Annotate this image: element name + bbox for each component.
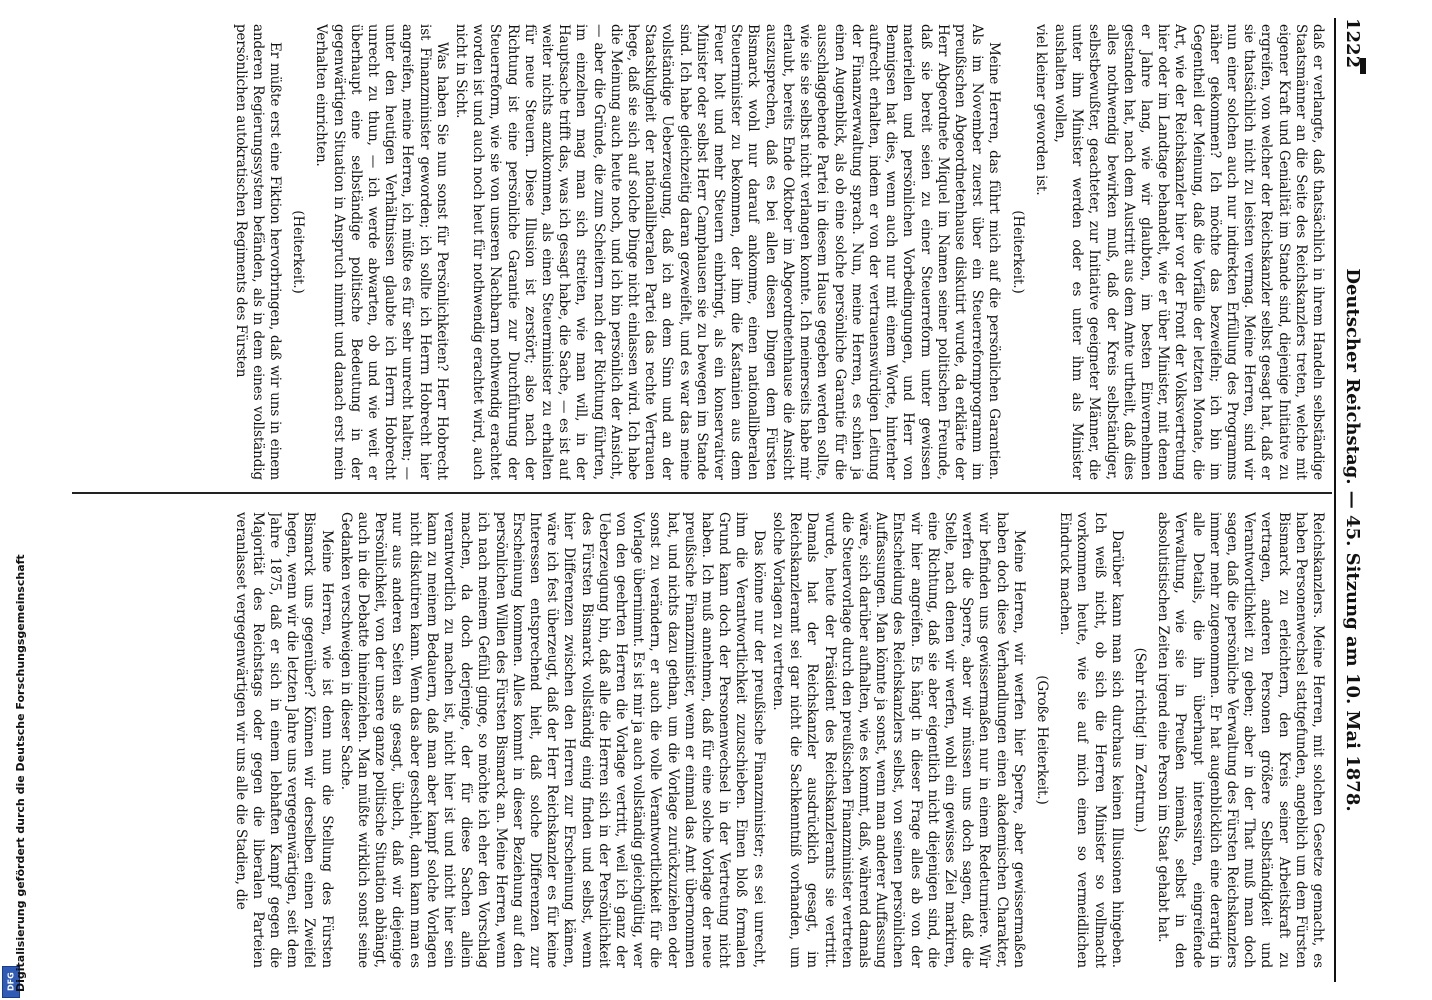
dfg-logo-icon: DFG: [2, 966, 20, 998]
scanned-page: [66, 0, 1366, 1000]
page-number: 1222: [1342, 18, 1364, 69]
paragraph: viel kleiner geworden ist.: [1032, 24, 1049, 196]
left-column: [76, 24, 1326, 480]
audience-reaction: (Heiterkeit.): [290, 210, 307, 294]
paragraph: Was haben Sie nun sonst für Persönlichkeiten? Herr Hobrecht ist Finanzminister geworden; ich sollte ich Herrn Hobrecht hier angreifen, meine Herren, ich müßte es für sehr unrecht halten; — unter den heutigen Verhältnissen glaubte ich Herrn Hobrecht unrecht zu thun, — ich werde abwarten, ob und wie weit er überhaupt eine selbständige politische Bedeutung in der gegenwärtigen Situation in Anspruch nimmt und danach erst mein Verhalten einrichten.: [313, 24, 450, 480]
page-title: Deutscher Reichstag. — 45. Sitzung am 10. Mai 1878.: [1342, 268, 1364, 812]
page-content: [66, 18, 1366, 982]
paragraph: Meine Herren, wie ist denn nun die Stellung des Fürsten Bismarck uns gegenüber? Können wir derselben einen Zweifel hegen, wenn wir die letzten Jahre uns vergegenwärtigen, seit dem Jahre 1875, daß er sich in einem lebhaften Kampf gegen die Majorität des Reichstags oder gegen die liberalen Parteien veranlasset vergegenwärtigen wir uns alle die Stadien, die: [232, 512, 335, 968]
column-divider: [72, 492, 1332, 494]
audience-reaction: (Heiterkeit.): [1009, 210, 1026, 294]
paragraph: Meine Herren, wir werfen hier Sperre, aber gewissermaßen haben doch diese Verhandlungen einen akademischen Charakter, wir befinden uns gewissermaßen nur in einem Redeturniere. Wir werfen die Sperre, aber wir müssen uns doch sagen, daß die Stelle, nach denen wir werfen, wohl ein gewisses Ziel markiren, eine Richtung, daß sie aber eigentlich nicht diejenigen sind, die wir hier angreifen. Es hängt in dieser Frage alles ab von der Entscheidung des Reichskanzlers selbst, von seinen persönlichen Auffassungen. Man könnte ja sonst, wenn man anderer Auffassung wäre, sich darüber aufhalten, wie es kommt, daß, während damals die Steuervorlage durch den preußischen Finanzminister vertreten wurde, heute der Präsident des Reichskanzleramts sie vertritt. Damals hat der Reichskanzler ausdrücklich gesagt, im Reichskanzleramt sei gar nicht die Sachkenntniß vorhanden, um solche Vorlagen zu vertreten.: [769, 512, 1027, 968]
running-head: [1340, 18, 1366, 982]
right-column: [76, 512, 1326, 968]
paragraph: daß er verlangte, daß thatsächlich in ihrem Handeln selbständige Staatsmänner an die Seite des Reichskanzlers treten, welche mit eigener Kraft und Genialität im Stande sind, diejenige Initiative zu ergreifen, von welcher der Reichskanzler selbst gesagt hat, daß er sie thatsächlich nicht zu leisten vermag. Meine Herren, sind wir nun einer solchen auch nur indirekten Erfüllung des Programms näher gekommen? Ich möchte das bezweifeln; ich bin im Gegentheil der Meinung, daß die Vorfälle der letzten Monate, die Art, wie der Reichskanzler hier vor der Front der Volksvertretung hier oder im Landtage behandelt, wie er über Minister, mit denen er Jahre lang, wie wir glaubten, im besten Einvernehmen gestanden hat, nach dem Austritt aus dem Amte urtheilt, daß dies alles nothwendig bewirken muß, daß der Kreis selbständiger, selbstbewußter, geachteter, zur Initiative geeigneter Männer, die unter ihm Minister werden oder es unter ihm als Minister aushalten wollen,: [1051, 24, 1326, 480]
digitization-note: Digitalisierung gefördert durch die Deutsche Forschungsgemeinschaft: [14, 554, 27, 992]
paragraph: Er müßte erst eine Fiktion hervorbringen, daß wir uns in einem anderen Regierungssystem befänden, als in dem eines vollständig persönlichen autokratischen Regiments des Fürsten: [232, 24, 284, 480]
paragraph: Meine Herren, das führt mich auf die persönlichen Garantien. Als im November zuerst über ein Steuerreformprogramm im preußischen Abgeordnetenhause diskutirt wurde, da erklärte der Herr Abgeordnete Miquel im Namen seiner politischen Freunde, daß sie bereit seien zu einer Steuerreform unter gewissen materiellen und persönlichen Vorbedingungen, und Herr von Bennigsen hat dies, wenn auch nur mit einem Worte, hinterher aufrecht erhalten, indem er von der vertrauenswürdigen Leitung der Finanzverwaltung sprach. Nun, meine Herren, es schien ja einen Augenblick, als ob eine solche persönliche Garantie für die ausschlaggebende Partei in diesem Hause gegeben werden sollte, wie sie sie selbst nicht verlangen konnte. Ich meinerseits habe mir erlaubt, bereits Ende Oktober im Abgeordnetenhause die Ansicht auszusprechen, daß es bei allen diesen Dingen dem Fürsten Bismarck wohl nur darauf ankomme, einen nationalliberalen Steuerminister zu bekommen, der ihm die Kastanien aus dem Feuer holt und mehr Steuern einbringt, als ein konservativer Minister oder selbst Herr Camphausen sie zu bewegen im Stande sind. Ich habe gleichzeitig daran gezweifelt, und es war das meine vollständige Ueberzeugung, daß ich an dem Sinn und an der Staatsklugheit der nationalliberalen Partei das rechte Vertrauen hege, daß sie sich auf solche Dinge nicht einlassen wird. Ich habe die Meinung auch heute noch, und ich bin persönlich der Ansicht, — aber die Gründe, die zum Scheitern nach der Richtung führten, im einzelnen mag man sich streiten, wie man will, in der Hauptsache trifft das, was ich gesagt habe, die Sache, — es ist auf weiter nichts anzukommen, als einen Steuerminister zu erhalten für neue Steuern. Diese Illusion ist zerstört; also nach der Richtung ist eine persönliche Garantie zur Durchführung der Steuerreform, wie sie von unseren Nachbarn nothwendig erachtet worden ist und auch noch heut für nothwendig erachtet wird, auch nicht in Sicht.: [453, 24, 1003, 480]
audience-reaction: (Große Heiterkeit.): [1033, 675, 1050, 805]
audience-reaction: (Sehr richtig! im Zentrum.): [1131, 647, 1148, 833]
paragraph: Das könne nur der preußische Finanzminister; es sei unrecht, ihm die Verantwortlichkeit zuzuschieben. Einen bloß formalen Grund kann doch der Personenwechsel in der Vertretung nicht haben. Ich muß annehmen, daß für eine solche Vorlage der neue preußische Finanzminister, wenn er einmal das Amt übernommen hat, und nichts dazu gethan, um die Vorlage zurückzuziehen oder sonst zu verändern, er auch die volle Verantwortlichkeit für die Vorlage übernimmt. Es ist mir ja auch vollständig gleichgültig, wer von den geehrten Herren die Vorlage vertritt, weil ich ganz der Ueberzeugung bin, daß alle die Herren sich in der Persönlichkeit des Fürsten Bismarck vollständig einig finden und selbst, wenn hier Differenzen zwischen den Herren zur Erscheinung kämen, wäre ich fest überzeugt, daß der Herr Reichskanzler es für keine Interessen entsprechend hielt, daß solche Differenzen zur Erscheinung kommen. Alles kommt in dieser Beziehung auf den persönlichen Willen des Fürsten Bismarck an. Meine Herren, wenn ich nach meinem Gefühl ginge, so möchte ich eher den Vorschlag machen, da doch derjenige, der für diese Sachen allein verantwortlich zu machen ist, nicht hier ist und nicht hier sein kann zu meinem Bedauern, daß man aber kampf solche Vorlagen nicht diskutiren kann. Wenn das aber geschieht, dann kann man es nur aus anderen Seiten als gesagt, übelch, daß wir diejenige Persönlichkeit, von der unsere ganze politische Situation abhängt, auch in die Debatte hineinziehen. Man müßte wirklich sonst seine Gedanken verschweigen in dieser Sache.: [337, 512, 767, 968]
paragraph: Reichskanzlers. Meine Herren, mit solchen Gesetze gemacht, es haben Personenwechsel stattgefunden, angeblich um dem Fürsten Bismarck zu erleichtern, den Kreis seiner Arbeitskraft zu vertragen, anderen Personen größere Selbständigkeit und Verantwortlichkeit zu geben; aber in der That muß man doch sagen, daß die persönliche Verwaltung des Fürsten Reichskanzlers immer mehr zugenommen. Er hat augenblicklich eine derartig in alle Details, die ihn überhaupt interessiren, eingreifende Verwaltung, wie sie in Preußen niemals, selbst in den absolutistischen Zeiten irgend eine Person im Staat gehabt hat.: [1155, 512, 1326, 968]
paragraph: Darüber kann man sich durchaus keinen Illusionen hingeben. Ich weiß nicht, ob sich die Herren Minister so vollmacht vorkommen heute, wie sie auf mich einen so vermeidlichen Eindruck machen.: [1057, 512, 1125, 968]
digitization-margin: [0, 0, 27, 1000]
header-rule: [1334, 18, 1336, 982]
